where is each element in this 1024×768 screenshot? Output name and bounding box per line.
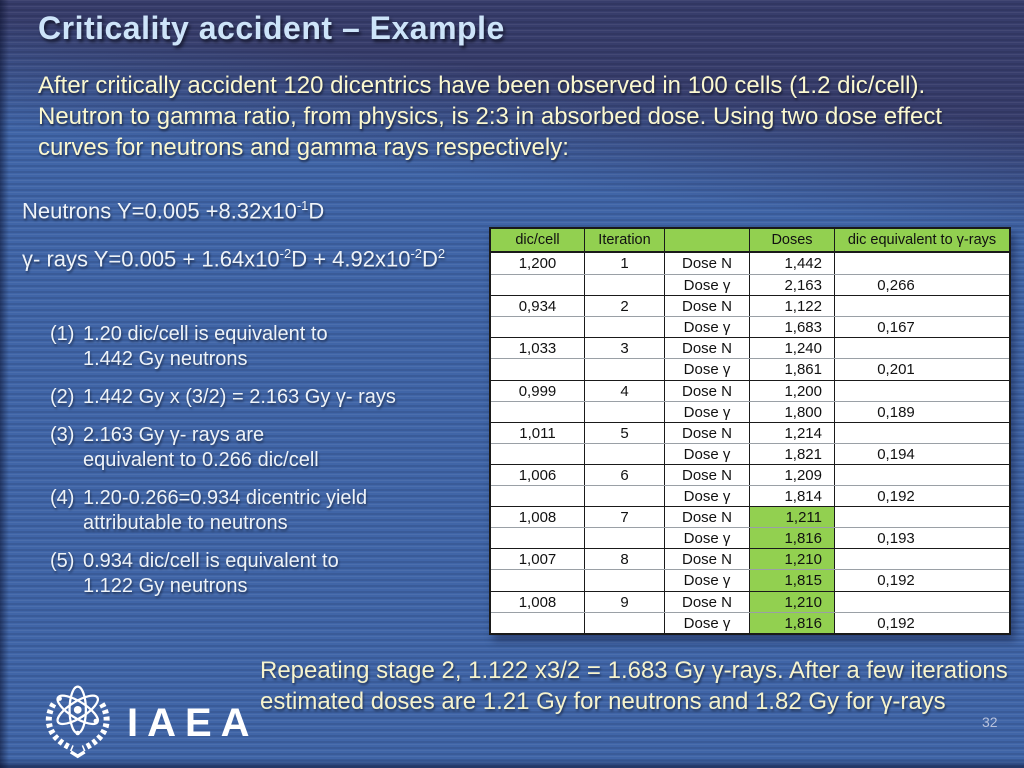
cell-dic-equivalent: 0,266 (834, 275, 1009, 295)
step-text-line: 1.442 Gy neutrons (83, 348, 248, 370)
cell-iteration: 4 (584, 381, 664, 401)
table-row (491, 274, 1009, 295)
cell-iteration: 1 (584, 253, 664, 274)
equation-gamma (22, 246, 445, 272)
table-row (491, 443, 1009, 464)
cell-dic-per-cell (491, 613, 584, 633)
table-header-row (491, 229, 1009, 253)
table-row (491, 316, 1009, 337)
cell-dose-label: Dose γ (664, 444, 749, 464)
cell-dic-equivalent: 0,189 (834, 402, 1009, 422)
cell-dose-label: Dose N (664, 296, 749, 316)
cell-dose-label: Dose N (664, 592, 749, 612)
step-text-line: 1.122 Gy neutrons (83, 575, 248, 597)
cell-dose-value: 1,214 (749, 423, 834, 443)
table-header-cell: Doses (749, 229, 834, 251)
cell-dic-per-cell: 0,999 (518, 382, 557, 400)
cell-iteration: 6 (584, 465, 664, 485)
cell-iteration: 9 (584, 592, 664, 612)
slide-title: Criticality accident – Example (38, 10, 505, 46)
cell-iteration: 5 (584, 423, 664, 443)
equation-superscript: 2 (437, 246, 446, 261)
cell-iteration (584, 317, 664, 337)
table-header-cell: dic equivalent to γ-rays (834, 229, 1009, 251)
table-row (491, 253, 1009, 274)
cell-dose-label: Dose N (664, 549, 749, 569)
cell-dic-per-cell (491, 275, 584, 295)
cell-dose-value: 1,122 (749, 296, 834, 316)
cell-dic-per-cell (491, 528, 584, 548)
step-item (50, 549, 490, 599)
step-text (83, 385, 396, 410)
step-text-line: 0.934 dic/cell is equivalent to (83, 550, 339, 572)
cell-dose-value: 1,800 (749, 402, 834, 422)
cell-iteration: 8 (584, 549, 664, 569)
cell-dic-equivalent (834, 465, 1009, 485)
table-row (491, 422, 1009, 443)
cell-dic-per-cell (491, 570, 584, 590)
page-number: 32 (982, 714, 998, 730)
cell-dose-label: Dose γ (664, 402, 749, 422)
cell-dose-label: Dose N (664, 507, 749, 527)
table-row (491, 591, 1009, 612)
table-body (491, 253, 1009, 633)
step-number: (4) (50, 487, 75, 509)
cell-dose-value: 1,861 (749, 359, 834, 379)
cell-dic-equivalent (834, 423, 1009, 443)
cell-dose-value: 1,683 (749, 317, 834, 337)
cell-dic-equivalent (834, 253, 1009, 274)
cell-dic-equivalent (834, 381, 1009, 401)
intro-paragraph: After critically accident 120 dicentrics have been observed in 100 cells (1.2 dic/cell). Neutron to gamma ratio, from physics, is 2:3 in absorbed dose. Using two dose effect curves for neutrons and gamma rays respectively: (38, 72, 943, 161)
table-row (491, 464, 1009, 485)
table-row (491, 485, 1009, 506)
equation-neutrons (22, 198, 324, 224)
cell-dose-value: 1,821 (749, 444, 834, 464)
cell-dic-equivalent: 0,167 (834, 317, 1009, 337)
cell-dic-per-cell: 1,007 (518, 551, 557, 569)
cell-dic-equivalent (834, 549, 1009, 569)
cell-dose-label: Dose γ (664, 613, 749, 633)
step-text-line: 2.163 Gy γ- rays are (83, 424, 265, 446)
step-text-line: 1.442 Gy x (3/2) = 2.163 Gy γ- rays (83, 386, 396, 408)
step-text (83, 423, 319, 473)
cell-dose-value: 1,210 (749, 549, 834, 569)
calculation-steps (50, 322, 490, 612)
cell-dic-per-cell (491, 486, 584, 506)
table-header-cell: Iteration (584, 229, 664, 251)
cell-dose-value: 1,209 (749, 465, 834, 485)
cell-iteration (584, 613, 664, 633)
cell-dose-value: 1,200 (749, 381, 834, 401)
cell-dic-equivalent: 0,192 (834, 486, 1009, 506)
left-edge-shade (0, 0, 9, 768)
step-number: (1) (50, 323, 75, 345)
cell-dose-label: Dose γ (664, 359, 749, 379)
cell-dic-equivalent (834, 507, 1009, 527)
table-row (491, 548, 1009, 569)
equation-text: γ- rays Y=0.005 + 1.64x10 (22, 246, 280, 272)
step-item (50, 423, 490, 473)
cell-dose-value: 1,816 (749, 528, 834, 548)
table-row (491, 295, 1009, 316)
iaea-emblem-icon (33, 681, 119, 761)
step-number: (5) (50, 550, 75, 572)
step-number: (2) (50, 386, 75, 408)
cell-iteration (584, 486, 664, 506)
cell-dose-label: Dose γ (664, 317, 749, 337)
cell-dose-value: 1,240 (749, 338, 834, 358)
step-item (50, 486, 490, 536)
cell-dose-label: Dose γ (664, 275, 749, 295)
cell-dic-per-cell: 1,008 (518, 593, 557, 611)
equation-text: D + 4.92x10 (291, 246, 411, 272)
cell-dic-per-cell: 1,008 (518, 509, 557, 527)
cell-dose-value: 1,211 (749, 507, 834, 527)
cell-dose-value: 1,815 (749, 570, 834, 590)
table-header-cell (664, 229, 749, 251)
table-row (491, 358, 1009, 379)
step-text (83, 549, 339, 599)
iaea-logo-text: IAEA (127, 700, 259, 745)
cell-iteration: 2 (584, 296, 664, 316)
step-text-line: attributable to neutrons (83, 512, 288, 534)
cell-dose-label: Dose N (664, 338, 749, 358)
equation-text: Neutrons Y=0.005 +8.32x10 (22, 198, 297, 224)
cell-dic-per-cell (491, 359, 584, 379)
cell-dic-equivalent (834, 338, 1009, 358)
cell-dic-per-cell (491, 444, 584, 464)
cell-iteration (584, 359, 664, 379)
cell-dic-per-cell: 0,934 (518, 298, 557, 316)
cell-iteration (584, 402, 664, 422)
dose-table (489, 227, 1011, 635)
cell-dic-equivalent: 0,201 (834, 359, 1009, 379)
cell-iteration (584, 444, 664, 464)
cell-dic-per-cell: 1,033 (518, 340, 557, 358)
cell-dose-label: Dose γ (664, 528, 749, 548)
table-header-cell: dic/cell (491, 229, 584, 251)
table-row (491, 506, 1009, 527)
cell-dose-value: 1,442 (749, 253, 834, 274)
table-row (491, 612, 1009, 633)
iaea-logo (33, 681, 259, 761)
equation-text: D (308, 198, 325, 224)
step-text-line: 1.20 dic/cell is equivalent to (83, 323, 328, 345)
table-row (491, 401, 1009, 422)
cell-dose-label: Dose N (664, 423, 749, 443)
cell-dose-value: 1,816 (749, 613, 834, 633)
cell-dic-per-cell (491, 317, 584, 337)
table-row (491, 380, 1009, 401)
step-item (50, 385, 490, 410)
step-text-line: 1.20-0.266=0.934 dicentric yield (83, 487, 368, 509)
cell-dose-value: 1,814 (749, 486, 834, 506)
cell-dic-equivalent: 0,194 (834, 444, 1009, 464)
cell-iteration (584, 275, 664, 295)
cell-dic-equivalent (834, 592, 1009, 612)
cell-dic-per-cell: 1,200 (518, 255, 557, 272)
cell-dose-label: Dose N (664, 253, 749, 274)
cell-dic-per-cell (491, 402, 584, 422)
cell-dic-per-cell: 1,006 (518, 466, 557, 484)
cell-dose-label: Dose γ (664, 570, 749, 590)
cell-iteration (584, 528, 664, 548)
cell-dose-label: Dose γ (664, 486, 749, 506)
cell-iteration (584, 570, 664, 590)
cell-dose-value: 2,163 (749, 275, 834, 295)
cell-dose-value: 1,210 (749, 592, 834, 612)
cell-dic-per-cell: 1,011 (519, 424, 556, 442)
equation-superscript: -2 (410, 246, 423, 261)
cell-dose-label: Dose N (664, 381, 749, 401)
table-row (491, 569, 1009, 590)
step-text (83, 486, 367, 536)
cell-dic-equivalent (834, 296, 1009, 316)
footer-note: Repeating stage 2, 1.122 x3/2 = 1.683 Gy γ-rays. After a few iterations estimated doses are 1.21 Gy for neutrons and 1.82 Gy for γ-rays (260, 657, 1008, 715)
step-item (50, 322, 490, 372)
equation-superscript: -1 (296, 198, 309, 213)
cell-iteration: 3 (584, 338, 664, 358)
table-row (491, 337, 1009, 358)
step-text (83, 322, 328, 372)
cell-dic-equivalent: 0,193 (834, 528, 1009, 548)
step-number: (3) (50, 424, 75, 446)
step-text-line: equivalent to 0.266 dic/cell (83, 449, 319, 471)
cell-iteration: 7 (584, 507, 664, 527)
cell-dic-equivalent: 0,192 (834, 570, 1009, 590)
cell-dose-label: Dose N (664, 465, 749, 485)
equation-superscript: -2 (279, 246, 292, 261)
table-row (491, 527, 1009, 548)
cell-dic-equivalent: 0,192 (834, 613, 1009, 633)
equation-text: D (422, 246, 438, 272)
